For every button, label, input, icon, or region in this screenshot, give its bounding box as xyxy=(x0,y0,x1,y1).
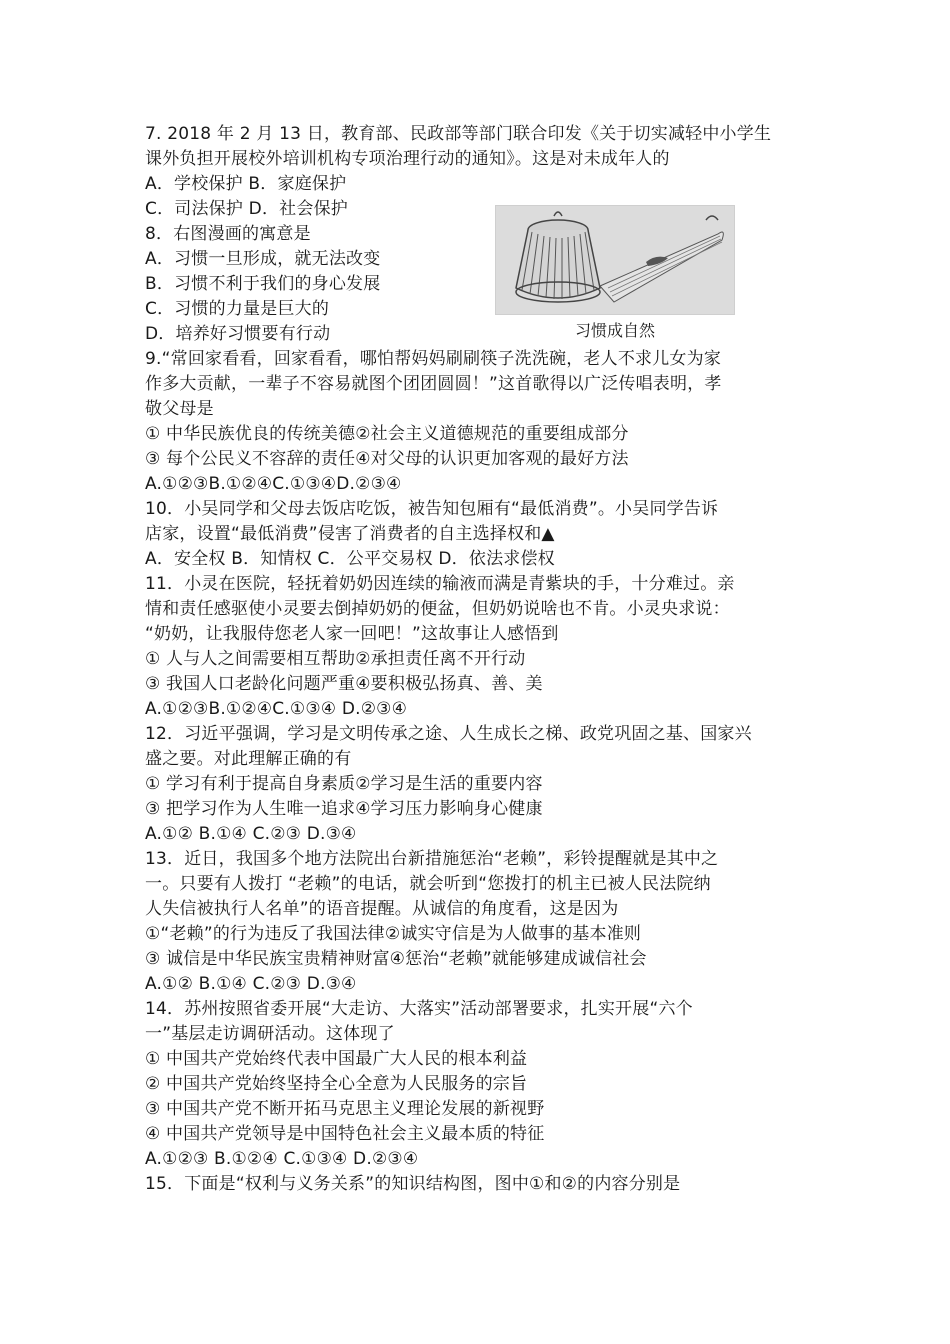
question-line: 8．右图漫画的寓意是 xyxy=(145,224,311,244)
question-line: 13．近日，我国多个地方法院出台新措施惩治“老赖”，彩铃提醒就是其中之 xyxy=(145,849,719,869)
question-line: 敬父母是 xyxy=(145,399,214,419)
option-line: A．习惯一旦形成，就无法改变 xyxy=(145,249,381,269)
question-line: 14．苏州按照省委开展“大走访、大落实”活动部署要求，扎实开展“六个 xyxy=(145,999,693,1019)
option-line: A.①② B.①④ C.②③ D.③④ xyxy=(145,974,357,994)
statement-line: ④ 中国共产党领导是中国特色社会主义最本质的特征 xyxy=(145,1124,545,1144)
option-line: C．习惯的力量是巨大的 xyxy=(145,299,330,319)
birdcage-cartoon-image xyxy=(495,205,735,315)
figure-caption: 习惯成自然 xyxy=(574,321,655,340)
statement-line: ① 学习有利于提高自身素质②学习是生活的重要内容 xyxy=(145,774,543,794)
option-line: A．安全权 B．知情权 C．公平交易权 D．依法求偿权 xyxy=(145,549,555,569)
question-line: 盛之要。对此理解正确的有 xyxy=(145,749,352,769)
option-line: C．司法保护 D．社会保护 xyxy=(145,199,348,219)
statement-line: ① 人与人之间需要相互帮助②承担责任离不开行动 xyxy=(145,649,526,669)
question-line: 9.“常回家看看，回家看看，哪怕帮妈妈刷刷筷子洗洗碗，老人不求儿女为家 xyxy=(145,349,722,369)
question-line: 情和责任感驱使小灵要去倒掉奶奶的便盆，但奶奶说啥也不肯。小灵央求说： xyxy=(145,599,730,619)
statement-line: ① 中华民族优良的传统美德②社会主义道德规范的重要组成部分 xyxy=(145,424,629,444)
statement-line: ② 中国共产党始终坚持全心全意为人民服务的宗旨 xyxy=(145,1074,528,1094)
question-13 xyxy=(145,847,815,997)
question-line: 店家，设置“最低消费”侵害了消费者的自主选择权和▲ xyxy=(145,524,555,544)
option-line: A.①②③B.①②④C.①③④D.②③④ xyxy=(145,474,402,494)
statement-line: ③ 把学习作为人生唯一追求④学习压力影响身心健康 xyxy=(145,799,543,819)
question-line: 15．下面是“权利与义务关系”的知识结构图，图中①和②的内容分别是 xyxy=(145,1174,681,1194)
statement-line: ③ 我国人口老龄化问题严重④要积极弘扬真、善、美 xyxy=(145,674,543,694)
question-15 xyxy=(145,1172,815,1197)
option-line: A．学校保护 B．家庭保护 xyxy=(145,174,347,194)
question-line: 11．小灵在医院，轻抚着奶奶因连续的输液而满是青紫块的手，十分难过。亲 xyxy=(145,574,735,594)
statement-line: ① 中国共产党始终代表中国最广大人民的根本利益 xyxy=(145,1049,528,1069)
cartoon-figure xyxy=(495,205,735,345)
question-11 xyxy=(145,572,815,722)
statement-line: ③ 每个公民义不容辞的责任④对父母的认识更加客观的最好方法 xyxy=(145,449,629,469)
question-line: 一。只要有人拨打 “老赖”的电话，就会听到“您拨打的机主已被人民法院纳 xyxy=(145,874,711,894)
question-line: 12．习近平强调，学习是文明传承之途、人生成长之梯、政党巩固之基、国家兴 xyxy=(145,724,752,744)
option-line: A.①②③B.①②④C.①③④ D.②③④ xyxy=(145,699,408,719)
question-12 xyxy=(145,722,815,847)
question-10 xyxy=(145,497,815,572)
question-line: 作多大贡献，一辈子不容易就图个团团圆圆！”这首歌得以广泛传唱表明，孝 xyxy=(145,374,722,394)
question-14 xyxy=(145,997,815,1172)
option-line: D．培养好习惯要有行动 xyxy=(145,324,331,344)
question-line: “奶奶，让我服侍您老人家一回吧！”这故事让人感悟到 xyxy=(145,624,559,644)
statement-line: ①“老赖”的行为违反了我国法律②诚实守信是为人做事的基本准则 xyxy=(145,924,642,944)
question-line: 7. 2018 年 2 月 13 日，教育部、民政部等部门联合印发《关于切实减轻中小学生 xyxy=(145,124,772,144)
option-line: A.①② B.①④ C.②③ D.③④ xyxy=(145,824,357,844)
question-line: 人失信被执行人名单”的语音提醒。从诚信的角度看，这是因为 xyxy=(145,899,619,919)
question-line: 课外负担开展校外培训机构专项治理行动的通知》。这是对未成年人的 xyxy=(145,149,670,169)
statement-line: ③ 中国共产党不断开拓马克思主义理论发展的新视野 xyxy=(145,1099,545,1119)
question-line: 一”基层走访调研活动。这体现了 xyxy=(145,1024,395,1044)
question-line: 10．小吴同学和父母去饭店吃饭，被告知包厢有“最低消费”。小吴同学告诉 xyxy=(145,499,719,519)
statement-line: ③ 诚信是中华民族宝贵精神财富④惩治“老赖”就能够建成诚信社会 xyxy=(145,949,647,969)
option-line: A.①②③ B.①②④ C.①③④ D.②③④ xyxy=(145,1149,419,1169)
question-9 xyxy=(145,347,815,497)
option-line: B．习惯不利于我们的身心发展 xyxy=(145,274,381,294)
birdcage-icon xyxy=(496,206,734,314)
